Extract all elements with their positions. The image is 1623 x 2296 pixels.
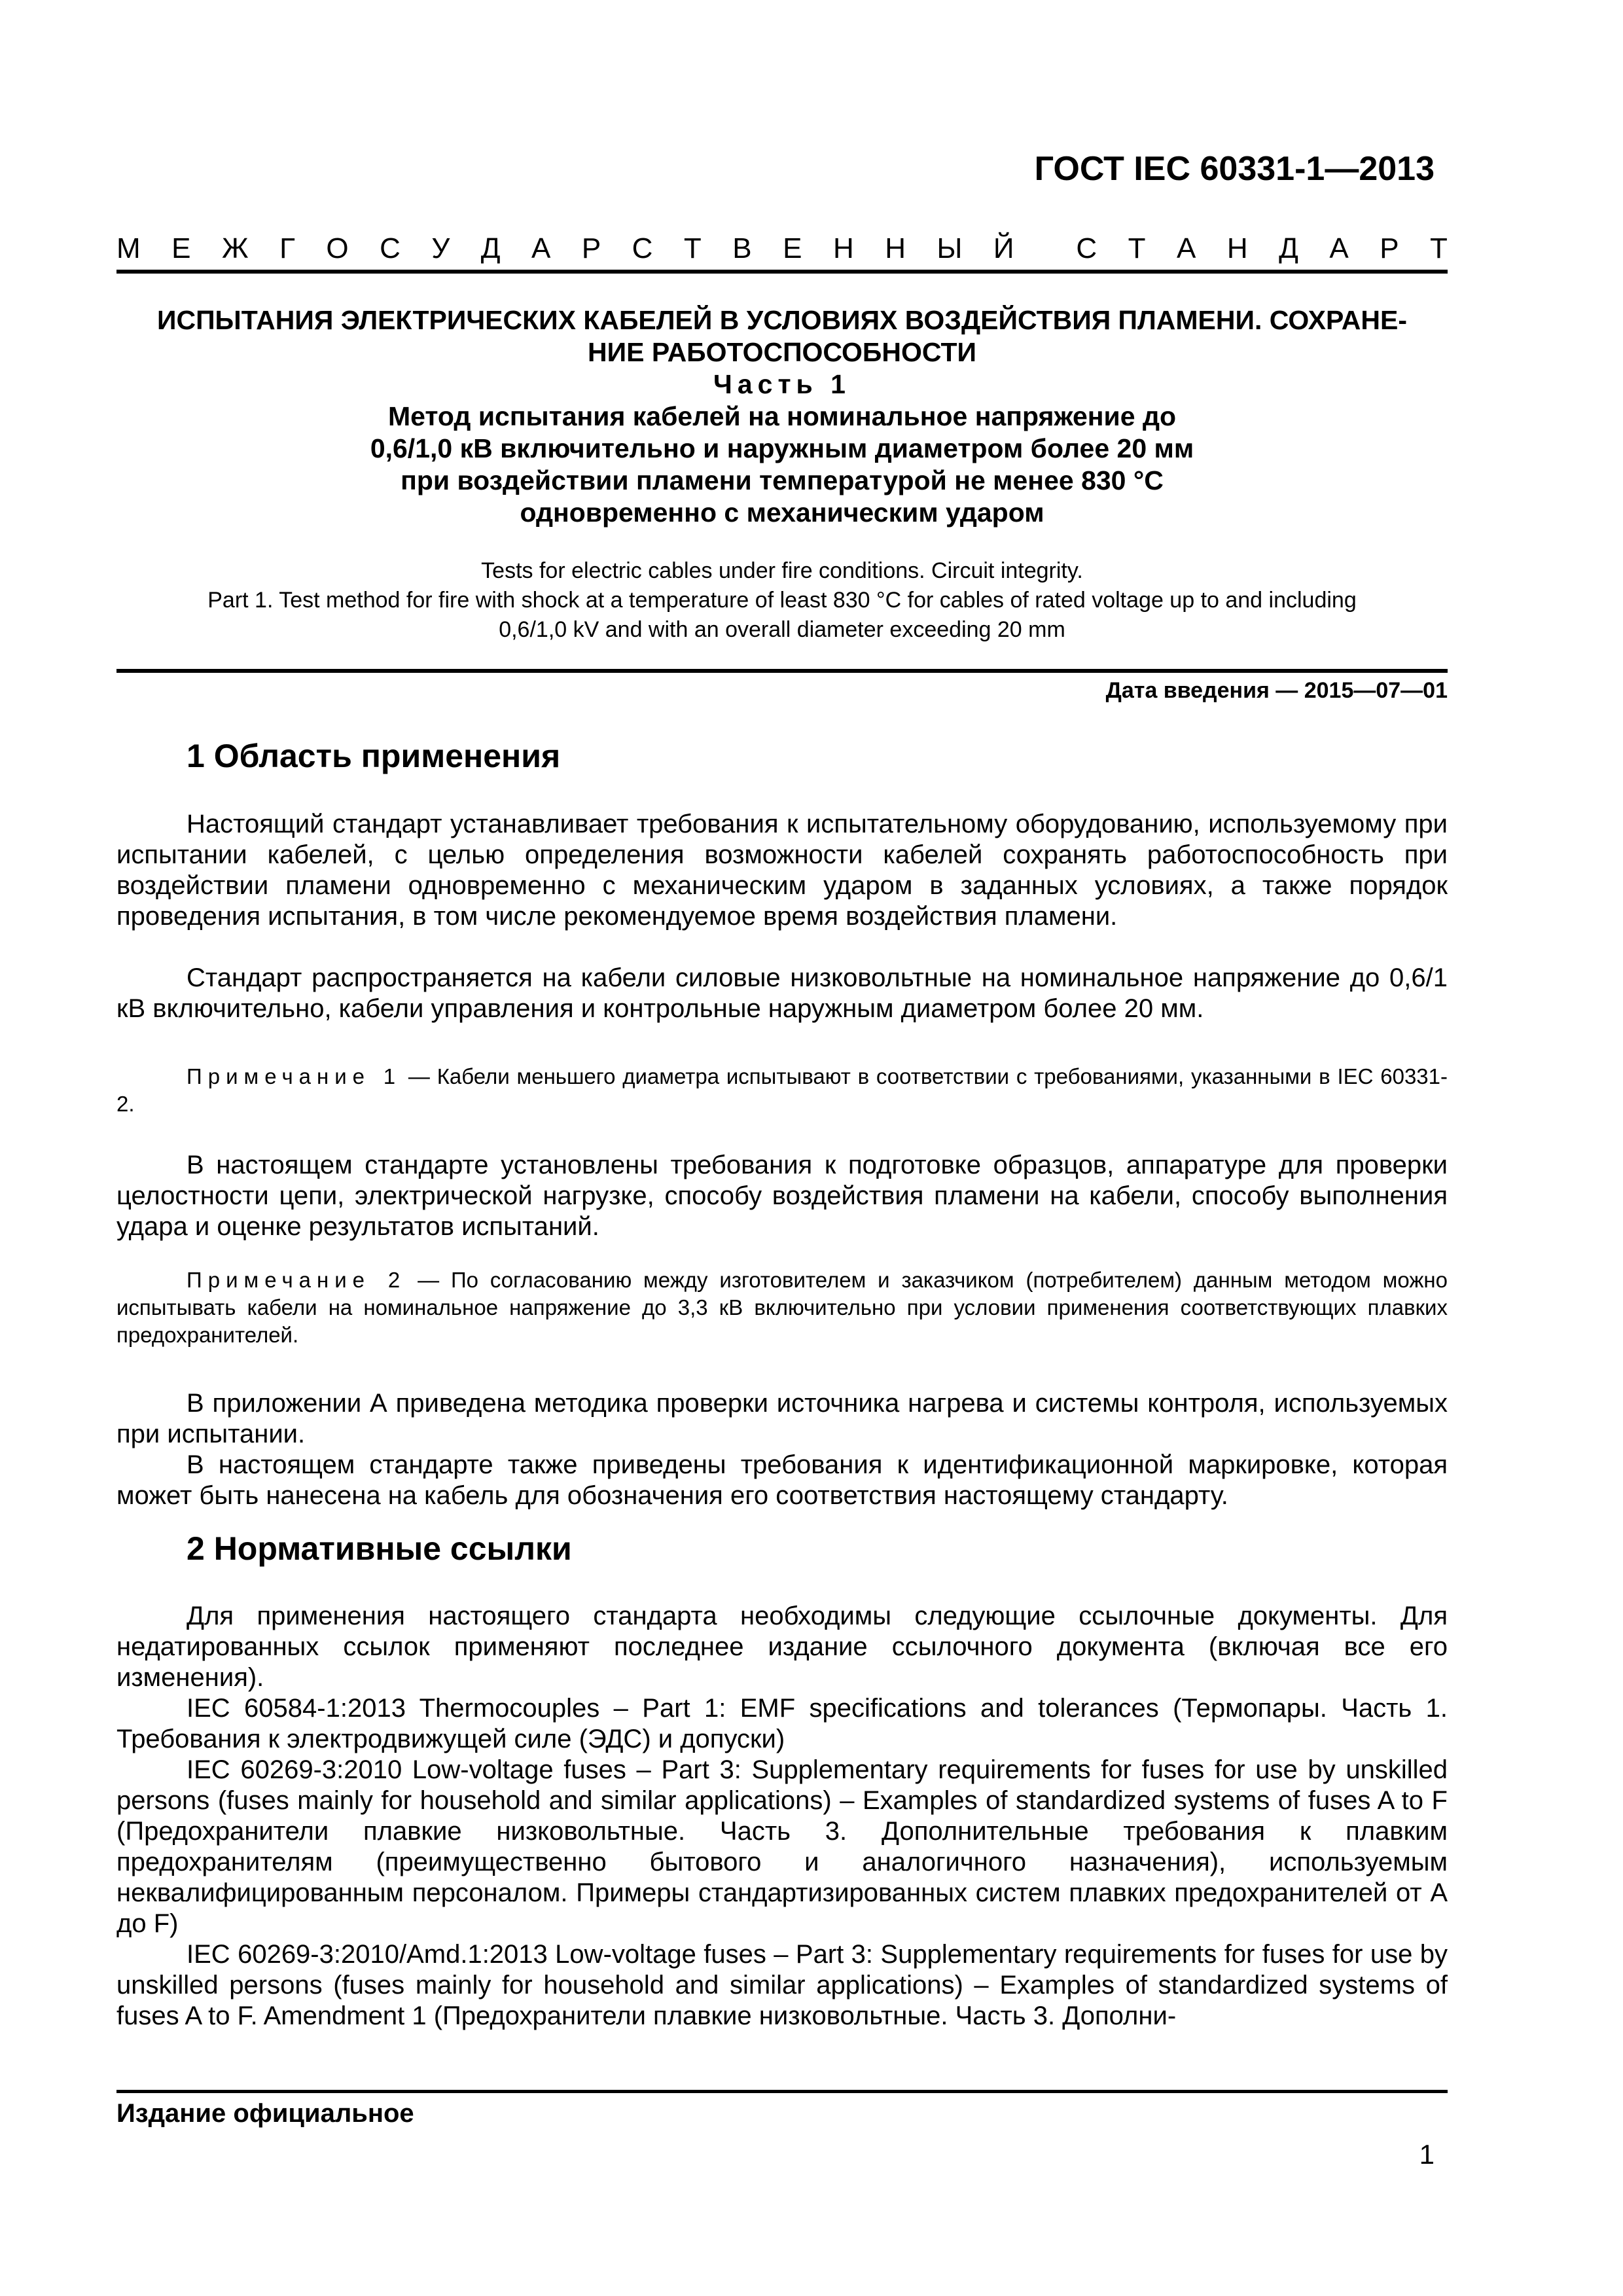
english-title-line: Tests for electric cables under fire conditions. Circuit integrity. xyxy=(481,558,1083,583)
banner-letter: О xyxy=(326,232,349,264)
note-2 xyxy=(116,1266,1448,1349)
banner-letter: Т xyxy=(1430,232,1448,264)
banner-letter: А xyxy=(1329,232,1349,264)
reference-entry: IEC 60584-1:2013 Thermocouples – Part 1: EMF specifications and tolerances (Термопары. Часть 1. Требования к электродвижущей силе (ЭДС) и допуски) xyxy=(116,1694,1448,1753)
banner-letter: Д xyxy=(1279,232,1298,264)
banner-letter: М xyxy=(116,232,141,264)
banner-letter: У xyxy=(431,232,450,264)
note-label: Примечание 2 xyxy=(187,1268,406,1292)
banner-letter: Е xyxy=(783,232,802,264)
note-label: Примечание 1 xyxy=(187,1064,402,1088)
banner-letter: С xyxy=(380,232,401,264)
section-1-heading: 1 Область применения xyxy=(187,738,561,774)
banner-letter: Д xyxy=(480,232,501,264)
reference-entry: IEC 60269-3:2010/Amd.1:2013 Low-voltage fuses – Part 3: Supplementary requirements for fuses for use by unskilled persons (fuses mainly for household and similar applications) – Examples of standardized systems of fuses A to F. Amendment 1 (Предохранители плавкие низковольтные. Часть 3. Дополни- xyxy=(116,1940,1448,2030)
banner-letter: Е xyxy=(171,232,191,264)
subtitle-line: 0,6/1,0 кВ включительно и наружным диаметром более 20 мм xyxy=(370,433,1194,463)
banner-letter: Ж xyxy=(221,232,249,264)
section-1-paragraph: В настоящем стандарте также приведены требования к идентификационной маркировке, которая может быть нанесена на кабель для обозначения его соответствия настоящему стандарту. xyxy=(116,1450,1448,1510)
banner-letter: Н xyxy=(885,232,906,264)
section-1-paragraph: Стандарт распространяется на кабели силовые низковольтные на номинальное напряжение до 0,6/1 кВ включительно, кабели управления и контрольные наружным диаметром более 20 мм. xyxy=(116,963,1448,1023)
section-1-paragraph: В настоящем стандарте установлены требования к подготовке образцов, аппаратуре для проверки целостности цепи, электрической нагрузке, способу воздействия пламени на кабели, способу выполнения удара и оценке результатов испытаний. xyxy=(116,1151,1448,1241)
interstate-standard-banner xyxy=(116,232,1448,265)
part-label: Часть 1 xyxy=(713,369,851,399)
banner-letter: Й xyxy=(993,232,1014,264)
banner-letter: Р xyxy=(581,232,601,264)
subtitle-line: одновременно с механическим ударом xyxy=(520,497,1044,528)
section-2-paragraph: Для применения настоящего стандарта необходимы следующие ссылочные документы. Для недатированных ссылок применяют последнее издание ссылочного документа (включая все его изменения). xyxy=(116,1602,1448,1692)
reference-entry: IEC 60269-3:2010 Low-voltage fuses – Part 3: Supplementary requirements for fuses for use by unskilled persons (fuses mainly for household and similar applications) – Examples of standardized systems of fuses A to F (Предохранители плавкие низковольтные. Часть 3. Дополнительные требования к плавким предохранителям (преимущественно бытового и аналогичного назначения), используемым неквалифицированным персоналом. Примеры стандартизированных систем плавких предохранителей от А до F) xyxy=(116,1755,1448,1938)
english-title-line: 0,6/1,0 kV and with an overall diameter exceeding 20 mm xyxy=(499,617,1065,642)
banner-letter: С xyxy=(632,232,653,264)
banner-letter: Ы xyxy=(936,232,963,264)
footer-rule xyxy=(116,2090,1448,2093)
russian-title-block xyxy=(116,304,1448,529)
document-code: ГОСТ IEC 60331-1—2013 xyxy=(1034,150,1435,188)
banner-letter: Т xyxy=(1128,232,1146,264)
banner-letter: Н xyxy=(1226,232,1248,264)
banner-letter: Н xyxy=(832,232,854,264)
introduction-date: Дата введения — 2015—07—01 xyxy=(1105,678,1448,703)
english-title-block xyxy=(116,556,1448,645)
banner-letter: Г xyxy=(279,232,295,264)
title-line: ИСПЫТАНИЯ ЭЛЕКТРИЧЕСКИХ КАБЕЛЕЙ В УСЛОВИЯХ ВОЗДЕЙСТВИЯ ПЛАМЕНИ. СОХРАНЕ- xyxy=(157,305,1407,335)
english-title-line: Part 1. Test method for fire with shock at a temperature of least 830 °C for cables of rated voltage up to and including xyxy=(207,588,1357,613)
subtitle-line: Метод испытания кабелей на номинальное напряжение до xyxy=(387,401,1177,431)
banner-letter: А xyxy=(531,232,551,264)
banner-letter: Т xyxy=(683,232,702,264)
official-edition-label: Издание официальное xyxy=(116,2099,414,2128)
banner-letter: Р xyxy=(1380,232,1399,264)
title-rule xyxy=(116,669,1448,673)
header-rule xyxy=(116,270,1448,274)
section-2-heading: 2 Нормативные ссылки xyxy=(187,1530,572,1567)
note-1 xyxy=(116,1063,1448,1118)
note-text: — Кабели меньшего диаметра испытывают в соответствии с требованиями, указанными в IEC 60331-2. xyxy=(116,1064,1448,1116)
banner-letter: А xyxy=(1177,232,1196,264)
note-text: — По согласованию между изготовителем и заказчиком (потребителем) данным методом можно испытывать кабели на номинальное напряжение до 3,3 кВ включительно при условии применения соответствующих плавких предохранителей. xyxy=(116,1268,1448,1347)
title-line: НИЕ РАБОТОСПОСОБНОСТИ xyxy=(588,337,976,367)
banner-letter: В xyxy=(732,232,752,264)
page-number: 1 xyxy=(1419,2139,1435,2170)
banner-letter: С xyxy=(1076,232,1097,264)
subtitle-line: при воздействии пламени температурой не менее 830 °С xyxy=(401,465,1164,495)
section-1-paragraph: Настоящий стандарт устанавливает требования к испытательному оборудованию, используемому при испытании кабелей, с целью определения возможности кабелей сохранять работоспособность при воздействии пламени одновременно с механическим ударом в заданных условиях, а также порядок проведения испытания, в том числе рекомендуемое время воздействия пламени. xyxy=(116,810,1448,931)
section-1-paragraph: В приложении А приведена методика проверки источника нагрева и системы контроля, используемых при испытании. xyxy=(116,1389,1448,1448)
